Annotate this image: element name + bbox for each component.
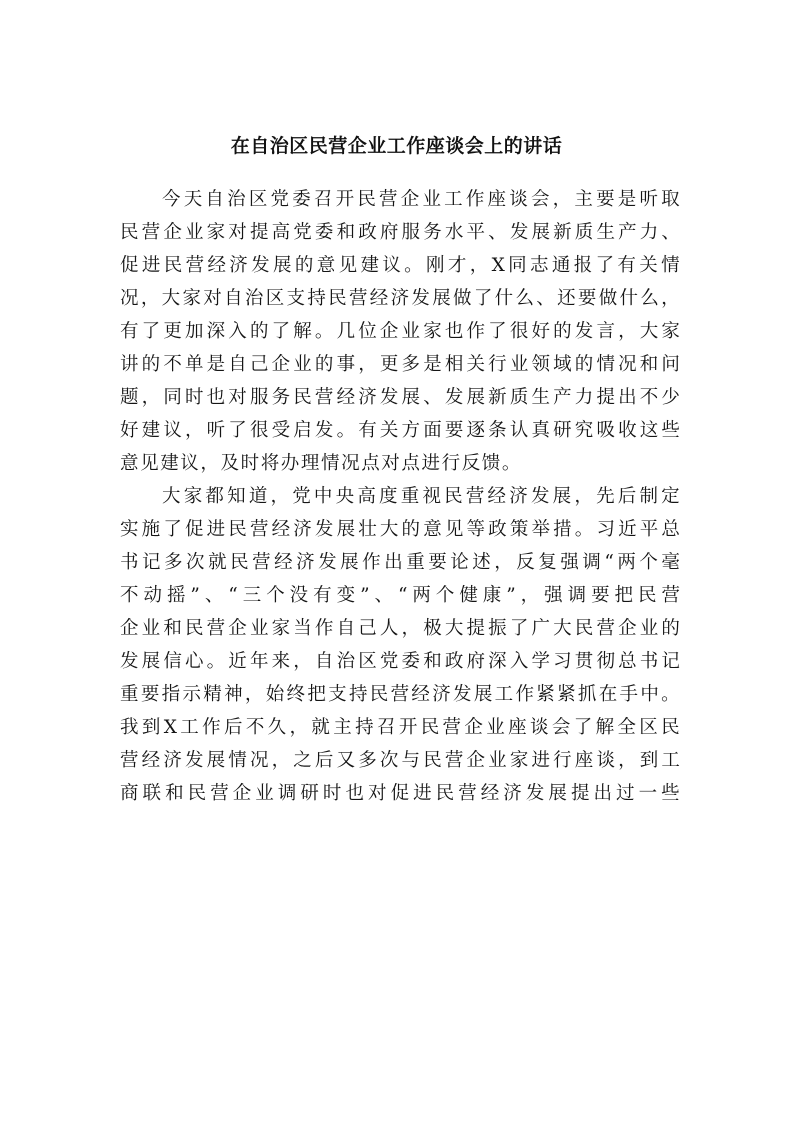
text-line: 重 要 指 示 精 神 ， 始 终 把 支 持 民 营 经 济 发 展 工 作 紧 紧 抓 在 手 中 。 [120,684,680,705]
paragraph [120,480,680,810]
document-body [120,183,680,810]
text-line: 大 家 都 知 道 ， 党 中 央 高 度 重 视 民 营 经 济 发 展 ， 先 后 制 定 [162,486,680,507]
text-line: 况 ， 大 家 对 自 治 区 支 持 民 营 经 济 发 展 做 了 什 么 、 还 要 做 什 么 ， [120,288,680,309]
text-line: 实 施 了 促 进 民 营 经 济 发 展 壮 大 的 意 见 等 政 策 举 措 。 习 近 平 总 [120,519,680,540]
text-line: 企 业 和 民 营 企 业 家 当 作 自 己 人 ， 极 大 提 振 了 广 大 民 营 企 业 的 [120,618,680,639]
paragraph [120,183,680,480]
text-line: 我 到 X 工 作 后 不 久 ， 就 主 持 召 开 民 营 企 业 座 谈 会 了 解 全 区 民 [120,717,680,738]
text-line: 发 展 信 心 。 近 年 来 ， 自 治 区 党 委 和 政 府 深 入 学 习 贯 彻 总 书 记 [120,651,680,672]
text-line: 讲 的 不 单 是 自 己 企 业 的 事 ， 更 多 是 相 关 行 业 领 域 的 情 况 和 问 [120,354,680,375]
text-line: 题 ， 同 时 也 对 服 务 民 营 经 济 发 展 、 发 展 新 质 生 产 力 提 出 不 少 [120,387,680,408]
text-line: 书 记 多 次 就 民 营 经 济 发 展 作 出 重 要 论 述 ， 反 复 强 调 “ 两 个 毫 [120,552,680,573]
text-line: 不 动 摇 ” 、 “ 三 个 没 有 变 ” 、 “ 两 个 健 康 ” ， 强 调 要 把 民 营 [120,585,680,606]
text-line: 民 营 企 业 家 对 提 高 党 委 和 政 府 服 务 水 平 、 发 展 新 质 生 产 力 、 [120,222,680,243]
text-line: 促 进 民 营 经 济 发 展 的 意 见 建 议 。 刚 才 ， X 同 志 通 报 了 有 关 情 [120,255,680,276]
text-line: 商 联 和 民 营 企 业 调 研 时 也 对 促 进 民 营 经 济 发 展 提 出 过 一 些 [120,783,680,804]
text-line: 意见建议，及时将办理情况点对点进行反馈。 [120,453,523,474]
text-line: 好 建 议 ， 听 了 很 受 启 发 。 有 关 方 面 要 逐 条 认 真 研 究 吸 收 这 些 [120,420,680,441]
text-line: 今 天 自 治 区 党 委 召 开 民 营 企 业 工 作 座 谈 会 ， 主 要 是 听 取 [162,189,680,210]
document-title: 在自治区民营企业工作座谈会上的讲话 [230,135,563,157]
text-line: 营 经 济 发 展 情 况 ， 之 后 又 多 次 与 民 营 企 业 家 进 行 座 谈 ， 到 工 [120,750,680,771]
text-line: 有 了 更 加 深 入 的 了 解 。 几 位 企 业 家 也 作 了 很 好 的 发 言 ， 大 家 [120,321,680,342]
